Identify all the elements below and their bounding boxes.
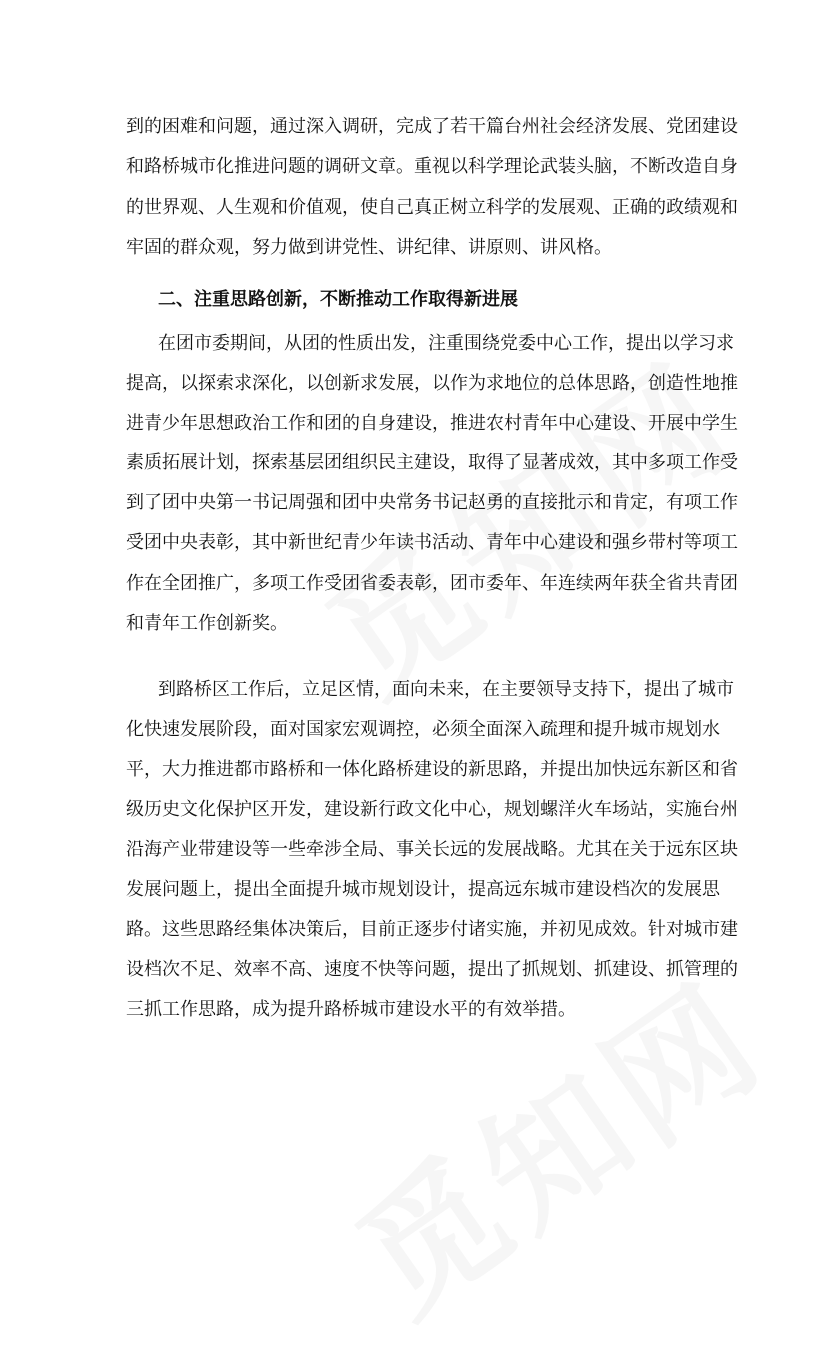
text-line: 平，大力推进都市路桥和一体化路桥建设的新思路，并提出加快远东新区和省	[126, 759, 738, 780]
text-line: 沿海产业带建设等一些牵涉全局、事关长远的发展战略。尤其在关于远东区块	[126, 839, 738, 860]
text-line: 三抓工作思路，成为提升路桥城市建设水平的有效举措。	[126, 999, 576, 1020]
text-line: 和路桥城市化推进问题的调研文章。重视以科学理论武装头脑，不断改造自身	[126, 156, 738, 177]
text-line: 设档次不足、效率不高、速度不快等问题，提出了抓规划、抓建设、抓管理的	[126, 959, 738, 980]
text-line: 和青年工作创新奖。	[126, 613, 288, 634]
text-line: 到路桥区工作后，立足区情，面向未来，在主要领导支持下，提出了城市	[158, 679, 734, 700]
section-heading: 二、注重思路创新，不断推动工作取得新进展	[158, 289, 518, 310]
text-line: 路。这些思路经集体决策后，目前正逐步付诸实施，并初见成效。针对城市建	[126, 919, 738, 940]
text-line: 化快速发展阶段，面对国家宏观调控，必须全面深入疏理和提升城市规划水	[126, 719, 720, 740]
text-line: 素质拓展计划，探索基层团组织民主建设，取得了显著成效，其中多项工作受	[126, 452, 738, 473]
text-line: 级历史文化保护区开发，建设新行政文化中心，规划螺洋火车场站，实施台州	[126, 799, 738, 820]
text-line: 到了团中央第一书记周强和团中央常务书记赵勇的直接批示和肯定，有项工作	[126, 492, 738, 513]
text-line: 提高，以探索求深化，以创新求发展，以作为求地位的总体思路，创造性地推	[126, 373, 738, 394]
text-line: 作在全团推广，多项工作受团省委表彰，团市委年、年连续两年获全省共青团	[126, 573, 738, 594]
watermark	[313, 929, 797, 1352]
text-line: 的世界观、人生观和价值观，使自己真正树立科学的发展观、正确的政绩观和	[126, 197, 738, 218]
text-line: 到的困难和问题，通过深入调研，完成了若干篇台州社会经济发展、党团建设	[126, 116, 738, 137]
text-line: 受团中央表彰，其中新世纪青少年读书活动、青年中心建设和强乡带村等项工	[126, 532, 738, 553]
text-line: 进青少年思想政治工作和团的自身建设，推进农村青年中心建设、开展中学生	[126, 413, 738, 434]
text-line: 发展问题上，提出全面提升城市规划设计，提高远东城市建设档次的发展思	[126, 879, 720, 900]
text-line: 在团市委期间，从团的性质出发，注重围绕党委中心工作，提出以学习求	[158, 333, 734, 354]
text-line: 牢固的群众观，努力做到讲党性、讲纪律、讲原则、讲风格。	[126, 237, 612, 258]
